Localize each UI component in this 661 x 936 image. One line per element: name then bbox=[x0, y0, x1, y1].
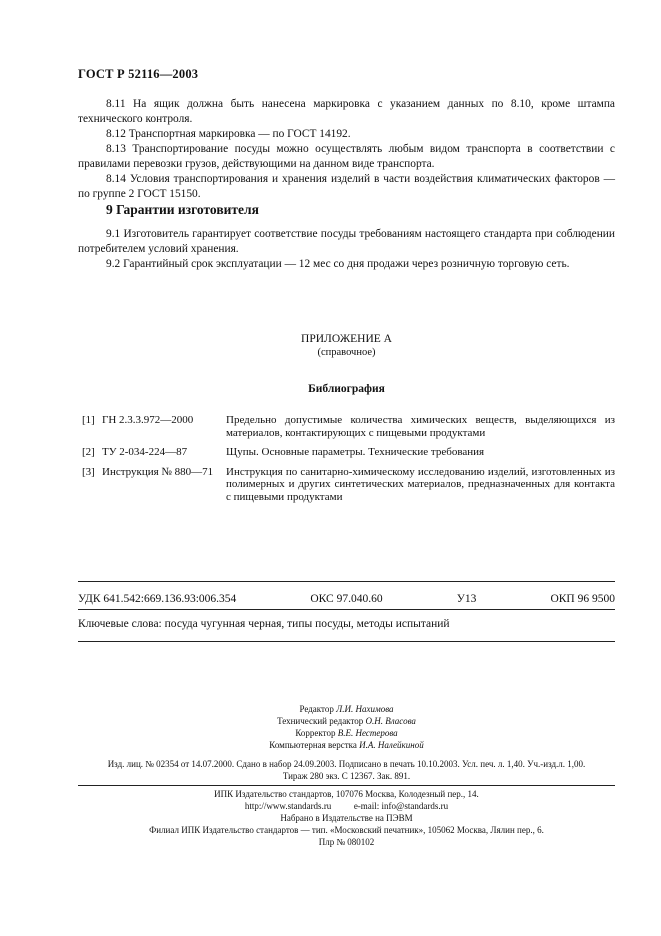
divider-bottom bbox=[78, 641, 615, 642]
classification-line bbox=[78, 593, 615, 605]
website-link[interactable]: http://www.standards.ru bbox=[244, 801, 332, 811]
divider-middle bbox=[78, 609, 615, 610]
license-number: Плр № 080102 bbox=[318, 837, 375, 847]
bibliography-entry bbox=[78, 466, 615, 504]
corrector-line: Корректор В.Е. Нестерова bbox=[295, 728, 398, 738]
layout-line: Компьютерная верстка И.А. Налейкиной bbox=[269, 740, 424, 750]
paragraph-9-1: 9.1 Изготовитель гарантирует соответствие посуды требованиям настоящего стандарта при соблюдении потребителем условий хранения. bbox=[78, 228, 615, 255]
editor-line: Редактор Л.И. Нахимова bbox=[299, 704, 394, 714]
section-9-title: 9 Гарантии изготовителя bbox=[106, 202, 259, 217]
bib-text: Щупы. Основные параметры. Технические требования bbox=[226, 446, 485, 458]
section-9-paragraphs bbox=[78, 227, 615, 272]
bib-code: ГН 2.3.3.972—2000 bbox=[102, 414, 194, 426]
divider-imprint bbox=[78, 785, 615, 786]
paragraph-8-11: 8.11 На ящик должна быть нанесена маркировка с указанием данных по 8.10, кроме штампа технического контроля. bbox=[78, 98, 615, 125]
printing-branch: Филиал ИПК Издательство стандартов — тип. «Московский печатник», 105062 Москва, Лялин пер., 6. bbox=[149, 825, 544, 835]
appendix-subtitle: (справочное) bbox=[317, 347, 376, 358]
typeset-note: Набрано в Издательстве на ПЭВМ bbox=[280, 813, 413, 823]
bibliography-entry bbox=[78, 446, 615, 459]
print-info-line-2: Тираж 280 экз. С 12367. Зак. 891. bbox=[282, 771, 411, 781]
bib-number: [1] bbox=[82, 414, 95, 426]
print-info-line-1: Изд. лиц. № 02354 от 14.07.2000. Сдано в набор 24.09.2003. Подписано в печать 10.10.2003. Усл. печ. л. 1,40. Уч.-изд.л. 1,00. bbox=[107, 759, 586, 769]
u-code: У13 bbox=[456, 593, 477, 605]
page-header: ГОСТ Р 52116—2003 bbox=[78, 67, 199, 81]
bibliography-list bbox=[78, 414, 615, 510]
okp-code: ОКП 96 9500 bbox=[550, 593, 615, 605]
paragraph-8-13: 8.13 Транспортирование посуды можно осуществлять любым видом транспорта в соответствии с правилами перевозки грузов, действующими на данном виде транспорта. bbox=[78, 143, 615, 170]
publisher-address: ИПК Издательство стандартов, 107076 Москва, Колодезный пер., 14. bbox=[214, 789, 479, 799]
bibliography-heading: Библиография bbox=[308, 383, 385, 395]
divider-top bbox=[78, 581, 615, 582]
keywords: Ключевые слова: посуда чугунная черная, типы посуды, методы испытаний bbox=[78, 618, 450, 630]
imprint-print-info bbox=[78, 758, 615, 782]
bib-code: ТУ 2-034-224—87 bbox=[102, 446, 188, 458]
paragraph-9-2: 9.2 Гарантийный срок эксплуатации — 12 мес со дня продажи через розничную торговую сеть. bbox=[106, 258, 570, 270]
bibliography-entry bbox=[78, 414, 615, 439]
bib-text: Инструкция по санитарно-химическому исследованию изделий, изготовленных из полимерных и других синтетических материалов, предназначенных для контакта с пищевыми продуктами bbox=[226, 465, 615, 503]
udk-code: УДК 641.542:669.136.93:006.354 bbox=[78, 593, 237, 605]
section-8-paragraphs bbox=[78, 97, 615, 202]
paragraph-8-14: 8.14 Условия транспортирования и хранения изделий в части воздействия климатических факторов — по группе 2 ГОСТ 15150. bbox=[78, 173, 615, 200]
imprint-staff bbox=[78, 703, 615, 751]
bib-number: [2] bbox=[82, 446, 95, 458]
bib-code: Инструкция № 880—71 bbox=[102, 465, 214, 478]
paragraph-8-12: 8.12 Транспортная маркировка — по ГОСТ 14192. bbox=[106, 128, 351, 140]
email-link[interactable]: e-mail: info@standards.ru bbox=[353, 801, 449, 811]
publisher-web bbox=[78, 800, 615, 812]
publisher-info bbox=[78, 788, 615, 848]
tech-editor-line: Технический редактор О.Н. Власова bbox=[277, 716, 416, 726]
bib-text: Предельно допустимые количества химических веществ, выделяющихся из материалов, контактирующих с пищевыми продуктами bbox=[226, 414, 615, 439]
oks-code: ОКС 97.040.60 bbox=[310, 593, 383, 605]
bib-number: [3] bbox=[82, 465, 95, 478]
appendix-title: ПРИЛОЖЕНИЕ А bbox=[301, 333, 392, 345]
